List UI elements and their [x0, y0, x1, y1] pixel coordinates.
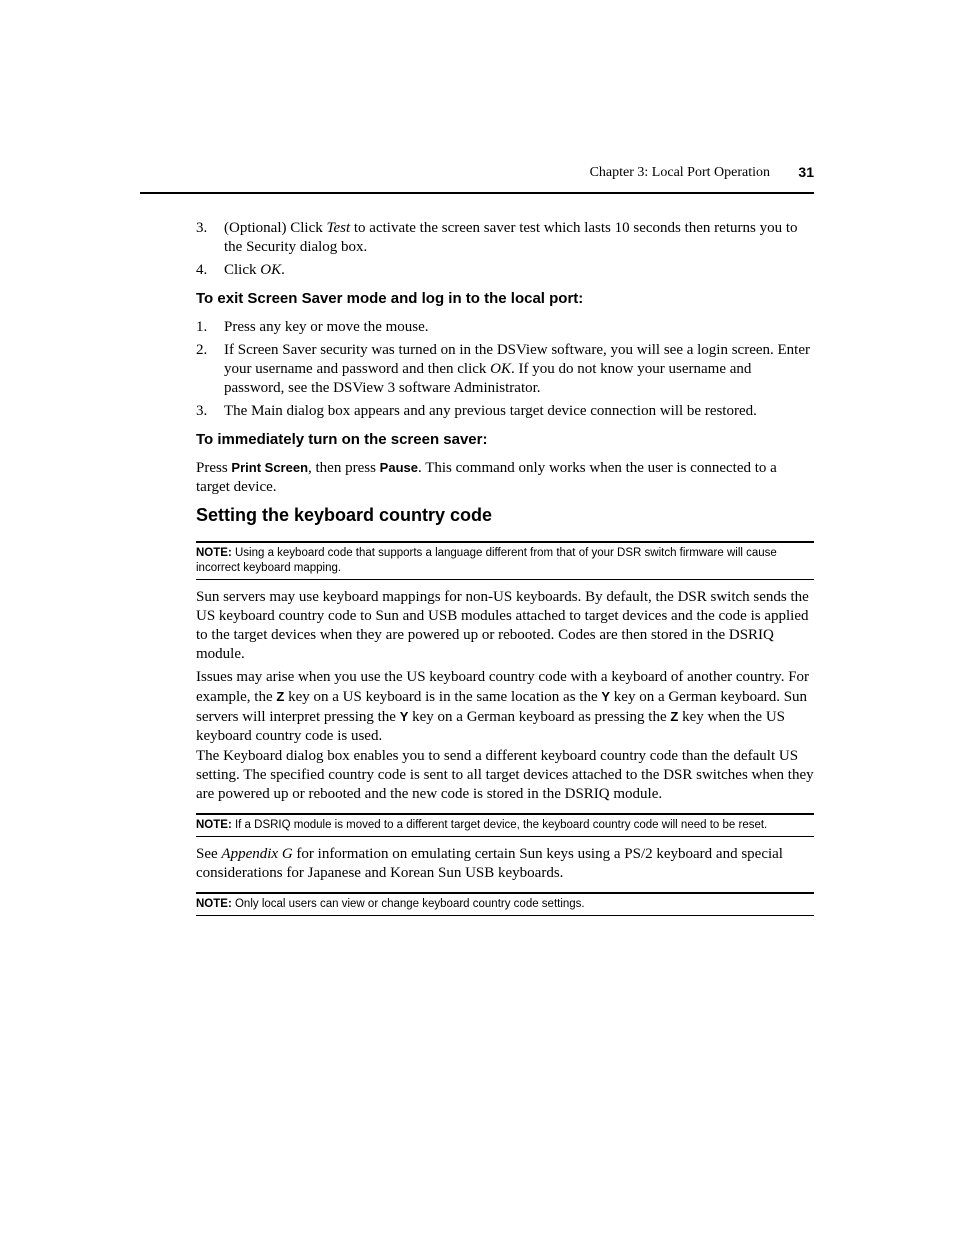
- note-text: Using a keyboard code that supports a language different from that of your DSR switch firmware will cause incorrect keyboard mapping.: [196, 547, 777, 574]
- text-run: key on a German keyboard. Sun servers will interpret pressing the: [196, 689, 808, 725]
- text-run: for information on emulating certain Sun keys using a PS/2 keyboard and special considerations for Japanese and Korean Sun USB keyboards.: [196, 846, 783, 881]
- key-name: Print Screen: [231, 460, 309, 475]
- list-item: [196, 261, 814, 280]
- text-run: Press: [196, 460, 232, 476]
- list-item: [196, 318, 814, 337]
- note-box: [196, 813, 814, 837]
- cross-reference: Appendix G: [221, 846, 293, 862]
- procedure-title-exit: To exit Screen Saver mode and log in to the local port:: [196, 290, 584, 307]
- immediate-paragraph: [196, 458, 814, 497]
- text-run: key on a US keyboard is in the same location as the: [284, 689, 602, 705]
- step-text: The Main dialog box appears and any previous target device connection will be restored.: [224, 403, 757, 419]
- list-item: [196, 219, 814, 257]
- paragraph: Sun servers may use keyboard mappings for non-US keyboards. By default, the DSR switch sends the US keyboard country code to Sun and USB modules attached to target devices and the code is applied to the target devices when they are powered up or rebooted. Codes are then stored in the DSRIQ module.: [196, 589, 809, 662]
- page-number: 31: [798, 164, 814, 180]
- step-number: 3.: [196, 403, 208, 419]
- key-name: Pause: [379, 460, 418, 475]
- step-number: 2.: [196, 342, 208, 358]
- running-header: [140, 163, 814, 194]
- note-text: Only local users can view or change keyboard country code settings.: [231, 898, 585, 910]
- paragraph: The Keyboard dialog box enables you to send a different keyboard country code than the default US setting. The specified country code is sent to all target devices attached to the DSR switches when they are powered up or rebooted and the new code is stored in the DSRIQ module.: [196, 748, 814, 802]
- step-text: (Optional) Click: [224, 220, 327, 236]
- step-emphasis: OK: [490, 361, 512, 377]
- key-name: Z: [670, 709, 679, 724]
- step-number: 1.: [196, 319, 208, 335]
- note-text: If a DSRIQ module is moved to a different target device, the keyboard country code will need to be reset.: [231, 819, 768, 831]
- step-list-a: [196, 219, 814, 284]
- step-text: Click: [224, 262, 261, 278]
- section-heading: Setting the keyboard country code: [196, 505, 493, 525]
- step-text: .: [281, 262, 285, 278]
- text-run: . This command only works when the user is connected to a target device.: [196, 460, 777, 495]
- step-text: . If you do not know your username and password, see the DSView 3 software Administrator.: [224, 361, 752, 396]
- step-list-b: [196, 318, 814, 425]
- list-item: [196, 341, 814, 398]
- step-emphasis: OK: [260, 262, 282, 278]
- key-name: Z: [276, 689, 285, 704]
- key-name: Y: [601, 689, 611, 704]
- text-run: See: [196, 846, 222, 862]
- step-number: 4.: [196, 262, 208, 278]
- text-run: Issues may arise when you use the US keyboard country code with a keyboard of another country. For example, the: [196, 669, 810, 705]
- step-number: 3.: [196, 220, 208, 236]
- note-label: NOTE:: [196, 898, 232, 910]
- list-item: [196, 402, 814, 421]
- key-name: Y: [399, 709, 409, 724]
- step-emphasis: Test: [326, 220, 351, 236]
- text-run: key on a German keyboard as pressing the: [408, 709, 671, 725]
- note-box: [196, 541, 814, 580]
- note-label: NOTE:: [196, 547, 232, 559]
- text-run: , then press: [308, 460, 380, 476]
- text-run: key when the US keyboard country code is used.: [196, 709, 785, 744]
- procedure-title-immediate: To immediately turn on the screen saver:: [196, 431, 488, 448]
- header-chapter-title: Chapter 3: Local Port Operation: [589, 165, 770, 180]
- paragraph: [196, 668, 814, 746]
- step-text: Press any key or move the mouse.: [224, 319, 429, 335]
- paragraph: [196, 845, 814, 883]
- step-text: to activate the screen saver test which lasts 10 seconds then returns you to the Security dialog box.: [224, 220, 798, 255]
- step-text: If Screen Saver security was turned on in the DSView software, you will see a login screen. Enter your username and password and then click: [224, 342, 811, 377]
- note-label: NOTE:: [196, 819, 232, 831]
- note-box: [196, 892, 814, 916]
